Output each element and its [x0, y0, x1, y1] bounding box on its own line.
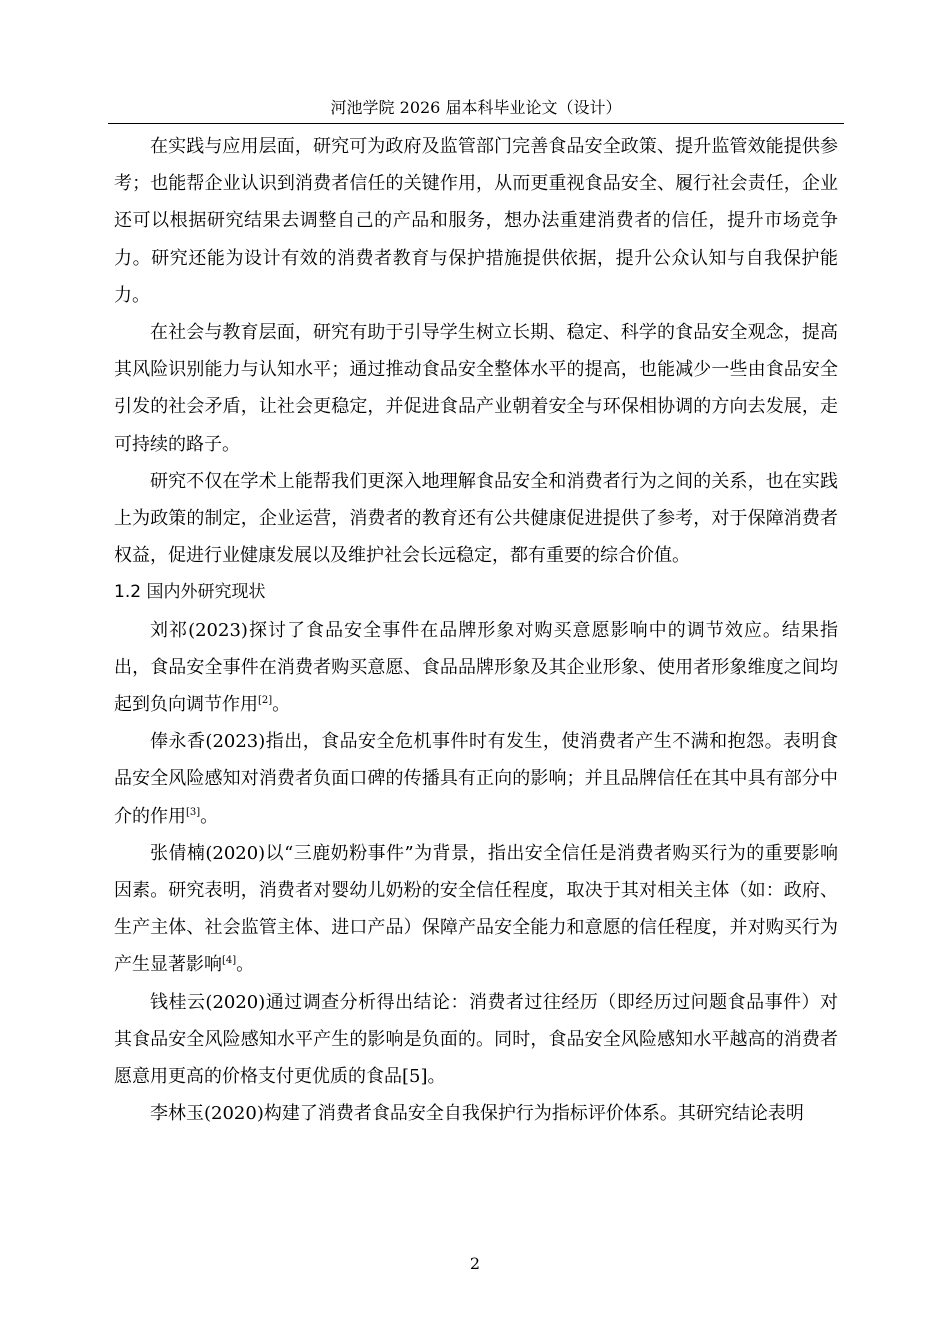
literature-text: 李林玉(2020)构建了消费者食品安全自我保护行为指标评价体系。其研究结论表明	[150, 1103, 804, 1125]
literature-paragraph	[114, 835, 838, 984]
literature-paragraph	[114, 723, 838, 835]
citation-ref: [2]	[258, 695, 273, 707]
literature-text: 俸永香(2023)指出，食品安全危机事件时有发生，使消费者产生不满和抱怨。表明食品安全风险感知对消费者负面口碑的传播具有正向的影响；并且品牌信任在其中具有部分中介的作用	[114, 731, 838, 827]
citation-ref: [4]	[222, 955, 237, 967]
page-header: 河池学院 2026 届本科毕业论文（设计）	[330, 98, 622, 117]
literature-paragraph	[114, 984, 838, 1096]
literature-text: 钱桂云(2020)通过调查分析得出结论：消费者过往经历（即经历过问题食品事件）对其食品安全风险感知水平产生的影响是负面的。同时，食品安全风险感知水平越高的消费者愿意用更高的价格支付更优质的食品[5]。	[114, 991, 838, 1088]
paragraph-society: 在社会与教育层面，研究有助于引导学生树立长期、稳定、科学的食品安全观念，提高其风险识别能力与认知水平；通过推动食品安全整体水平的提高，也能减少一些由食品安全引发的社会矛盾，让社会更稳定，并促进食品产业朝着安全与环保相协调的方向去发展，走可持续的路子。	[114, 322, 838, 455]
page-number: 2	[469, 1254, 481, 1273]
literature-paragraph	[114, 1095, 838, 1132]
sentence-end: 。	[236, 954, 255, 976]
literature-text: 张倩楠(2020)以“三鹿奶粉事件”为背景，指出安全信任是消费者购买行为的重要影响因素。研究表明，消费者对婴幼儿奶粉的安全信任程度，取决于其对相关主体（如：政府、生产主体、社会监管主体、进口产品）保障产品安全能力和意愿的信任程度，并对购买行为产生显著影响	[114, 842, 838, 976]
literature-text: 刘祁(2023)探讨了食品安全事件在品牌形象对购买意愿影响中的调节效应。结果指出，食品安全事件在消费者购买意愿、食品品牌形象及其企业形象、使用者形象维度之间均起到负向调节作用	[114, 619, 838, 716]
citation-ref: [3]	[186, 806, 201, 818]
section-heading: 1.2 国内外研究现状	[114, 582, 266, 603]
sentence-end: 。	[200, 805, 219, 827]
paragraph-practice: 在实践与应用层面，研究可为政府及监管部门完善食品安全政策、提升监管效能提供参考；也能帮企业认识到消费者信任的关键作用，从而更重视食品安全、履行社会责任，企业还可以根据研究结果去调整自己的产品和服务，想办法重建消费者的信任，提升市场竞争力。研究还能为设计有效的消费者教育与保护措施提供依据，提升公众认知与自我保护能力。	[114, 136, 838, 306]
document-body	[114, 128, 838, 1132]
paragraph-summary: 研究不仅在学术上能帮我们更深入地理解食品安全和消费者行为之间的关系，也在实践上为政策的制定，企业运营，消费者的教育还有公共健康促进提供了参考，对于保障消费者权益，促进行业健康发展以及维护社会长远稳定，都有重要的综合价值。	[114, 470, 838, 567]
literature-paragraph	[114, 612, 838, 724]
sentence-end: 。	[272, 694, 291, 716]
header-divider	[108, 123, 844, 124]
